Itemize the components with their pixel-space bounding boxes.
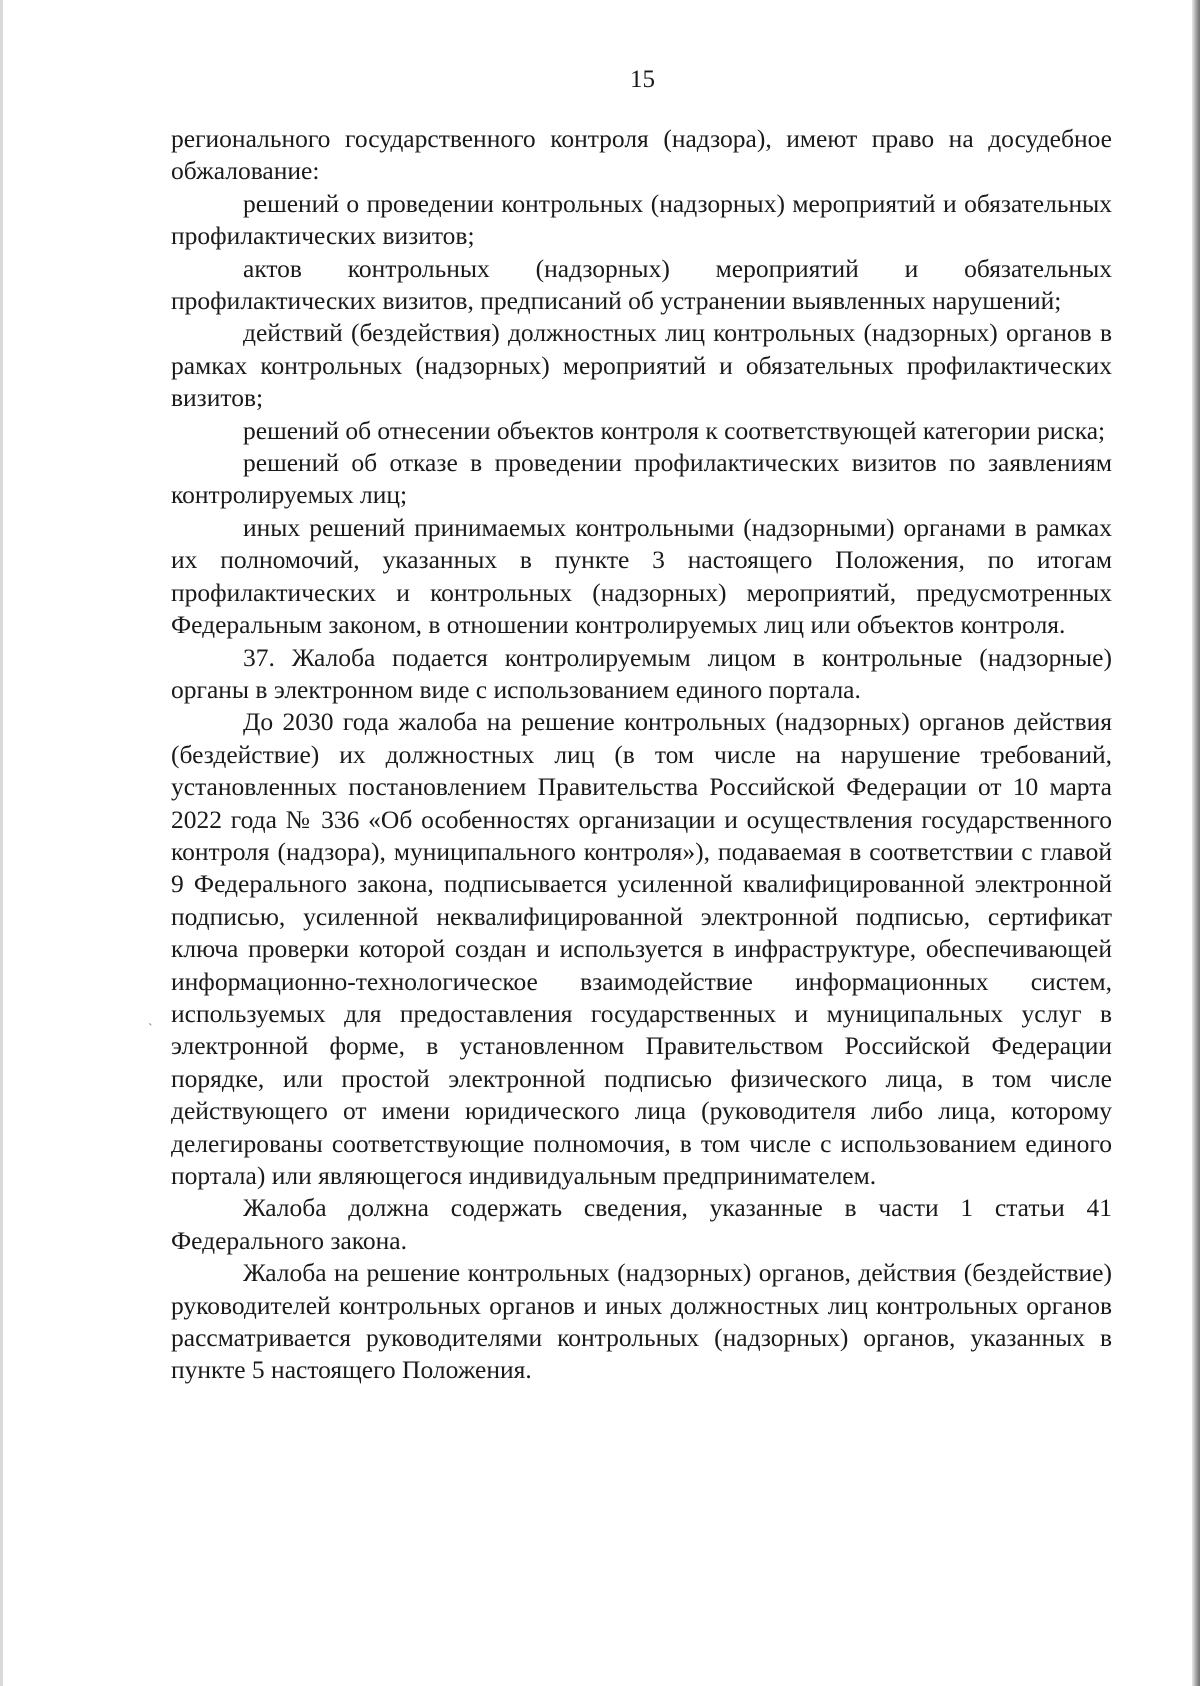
- paragraph-list-item-decisions-measures: решений о проведении контрольных (надзорных) мероприятий и обязательных профилактических визитов;: [171, 188, 1112, 251]
- paragraph-list-item-refusal: решений об отказе в проведении профилактических визитов по заявлениям контролируемых лиц;: [171, 448, 1112, 510]
- paragraph-appeal-intro: регионального государственного контроля (надзора), имеют право на досудебное обжалование:: [171, 124, 1112, 186]
- paragraph-list-item-acts: актов контрольных (надзорных) мероприятий и обязательных профилактических визитов, предписаний об устранении выявленных нарушений;: [171, 253, 1112, 316]
- paragraph-clause-37: 37. Жалоба подается контролируемым лицом в контрольные (надзорные) органы в электронном виде с использованием единого портала.: [171, 642, 1112, 704]
- page-number: 15: [630, 66, 655, 93]
- paragraph-list-item-other-decisions: иных решений принимаемых контрольными (надзорными) органами в рамках их полномочий, указанных в пункте 3 настоящего Положения, по итогам профилактических и контрольных (надзорных) мероприятий, предусмотренных Федеральным законом, в отношении контролируемых лиц или объектов контроля.: [171, 512, 1112, 640]
- paragraph-list-item-actions-officials: действий (бездействия) должностных лиц контрольных (надзорных) органов в рамках контрольных (надзорных) мероприятий и обязательных профилактических визитов;: [171, 318, 1112, 413]
- document-body: [171, 123, 1112, 1387]
- paragraph-until-2030: До 2030 года жалоба на решение контрольных (надзорных) органов действия (бездействие) их должностных лиц (в том числе на нарушение требований, установленных постановлением Правительства Российской Федерации от 10 марта 2022 года № 336 «Об особенностях организации и осуществления государственного контроля (надзора), муниципального контроля»), подаваемая в соответствии с главой 9 Федерального закона, подписывается усиленной квалифицированной электронной подписью, усиленной неквалифицированной электронной подписью, сертификат ключа проверки которой создан и используется в инфраструктуре, обеспечивающей информационно-технологическое взаимодействие информационных систем, используемых для предоставления государственных и муниципальных услуг в электронной форме, в установленном Правительством Российской Федерации порядке, или простой электронной подписью физического лица, в том числе действующего от имени юридического лица (руководителя либо лица, которому делегированы соответствующие полномочия, в том числе с использованием единого портала) или являющегося индивидуальным предпринимателем.: [171, 707, 1112, 1190]
- paragraph-complaint-review: Жалоба на решение контрольных (надзорных) органов, действия (бездействие) руководителей контрольных органов и иных должностных лиц контрольных органов рассматривается руководителями контрольных (надзорных) органов, указанных в пункте 5 настоящего Положения.: [171, 1258, 1112, 1385]
- paragraph-complaint-content: Жалоба должна содержать сведения, указанные в части 1 статьи 41 Федерального закона.: [171, 1193, 1112, 1255]
- scan-edge-left: [0, 0, 3, 1686]
- scan-speck: `: [148, 1022, 153, 1037]
- scan-edge-right: [1192, 0, 1200, 1686]
- paragraph-list-item-risk-category: решений об отнесении объектов контроля к соответствующей категории риска;: [243, 415, 1106, 445]
